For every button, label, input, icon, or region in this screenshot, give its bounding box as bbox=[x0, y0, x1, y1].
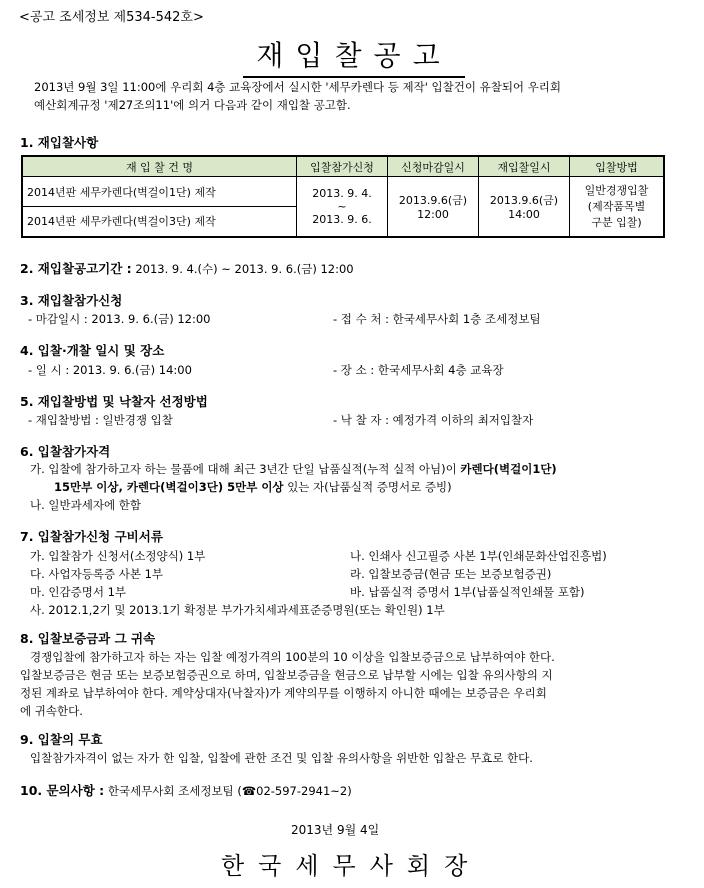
section-8-heading: 8. 입찰보증금과 그 귀속 bbox=[20, 631, 156, 646]
section-7-ra: 라. 입찰보증금(현금 또는 보증보험증권) bbox=[350, 567, 552, 581]
col-header-rebid: 재입찰일시 bbox=[479, 156, 570, 177]
section-7-da: 다. 사업자등록증 사본 1부 bbox=[30, 567, 164, 581]
deadline-time: 12:00 bbox=[417, 207, 449, 221]
section-2 bbox=[20, 259, 354, 277]
section-4-right: - 장 소 : 한국세무사회 4층 교육장 bbox=[333, 363, 504, 377]
table-row bbox=[22, 177, 664, 207]
section-3-right: - 접 수 처 : 한국세무사회 1층 조세정보팀 bbox=[333, 312, 541, 326]
section-4-left: - 일 시 : 2013. 9. 6.(금) 14:00 bbox=[28, 363, 192, 377]
rebid-time: 14:00 bbox=[508, 207, 540, 221]
section-6-na: 나. 일반과세자에 한함 bbox=[30, 498, 141, 512]
section-2-heading: 2. 재입찰공고기간 : bbox=[20, 261, 132, 276]
issue-date: 2013년 9월 4일 bbox=[291, 823, 380, 837]
intro-line-2: 예산회계규정 '제27조의11'에 의거 다음과 같이 재입찰 공고함. bbox=[34, 98, 351, 112]
section-8-line-1: 경쟁입찰에 참가하고자 하는 자는 입찰 예정가격의 100분의 10 이상을 입찰보증금으로 납부하여야 한다. bbox=[30, 650, 555, 664]
method-line-1: 일반경쟁입찰 bbox=[584, 184, 649, 198]
section-10-heading: 10. 문의사항 : bbox=[20, 783, 105, 798]
rebid-date: 2013.9.6(금) bbox=[489, 193, 559, 207]
section-5-heading: 5. 재입찰방법 및 낙찰자 선정방법 bbox=[20, 394, 208, 409]
section-2-value: 2013. 9. 4.(수) ~ 2013. 9. 6.(금) 12:00 bbox=[135, 262, 354, 276]
apply-end: 2013. 9. 6. bbox=[312, 212, 372, 226]
section-6-ga-line-2 bbox=[54, 479, 452, 495]
item-cell-2: 2014년판 세무카렌다(벽걸이3단) 제작 bbox=[22, 207, 297, 237]
deadline-date: 2013.9.6(금) bbox=[398, 193, 468, 207]
intro-paragraph bbox=[34, 78, 674, 114]
section-8-line-2: 입찰보증금은 현금 또는 보증보험증권으로 하며, 입찰보증금을 현금으로 납부할 시에는 입찰 유의사항의 지 bbox=[20, 668, 553, 682]
apply-period-cell bbox=[297, 177, 388, 237]
section-3-heading: 3. 재입찰참가신청 bbox=[20, 293, 123, 308]
apply-sep: ~ bbox=[337, 199, 347, 213]
section-7-sa: 사. 2012.1,2기 및 2013.1기 확정분 부가가치세과세표준증명원(또는 확인원) 1부 bbox=[30, 603, 445, 617]
section-7-heading: 7. 입찰참가신청 구비서류 bbox=[20, 529, 163, 544]
col-header-apply: 입찰참가신청 bbox=[297, 156, 388, 177]
method-cell bbox=[570, 177, 665, 237]
page-title: 재입찰공고 bbox=[243, 34, 465, 78]
section-10 bbox=[20, 781, 352, 799]
notice-reference: <공고 조세정보 제534-542호> bbox=[19, 10, 204, 25]
rebid-time-cell bbox=[479, 177, 570, 237]
section-4-heading: 4. 입찰·개찰 일시 및 장소 bbox=[20, 343, 165, 358]
section-3-left: - 마감일시 : 2013. 9. 6.(금) 12:00 bbox=[28, 312, 211, 326]
section-9-heading: 9. 입찰의 무효 bbox=[20, 732, 103, 747]
section-10-value: 한국세무사회 조세정보팀 (☎02-597-2941~2) bbox=[107, 784, 352, 798]
section-6-ga-text: 가. 입찰에 참가하고자 하는 물품에 대해 최근 3년간 단일 납품실적(누적 실적 아님)이 bbox=[30, 462, 461, 476]
section-1-heading: 1. 재입찰사항 bbox=[20, 135, 99, 150]
section-6-heading: 6. 입찰참가자격 bbox=[20, 444, 111, 459]
section-7-ma: 마. 인감증명서 1부 bbox=[30, 585, 127, 599]
issuer-name: 한국세무사회장 bbox=[221, 852, 482, 880]
apply-start: 2013. 9. 4. bbox=[312, 186, 372, 200]
section-8-body bbox=[20, 648, 688, 720]
table-header-row bbox=[22, 156, 664, 177]
section-5-right: - 낙 찰 자 : 예정가격 이하의 최저입찰자 bbox=[333, 413, 534, 427]
section-7-ba: 바. 납품실적 증명서 1부(납품실적인쇄물 포함) bbox=[350, 585, 585, 599]
section-6-ga-bold-2: 15만부 이상, 카렌다(벽걸이3단) 5만부 이상 bbox=[54, 480, 284, 494]
item-cell-1: 2014년판 세무카렌다(벽걸이1단) 제작 bbox=[22, 177, 297, 207]
section-6-ga-text-2: 있는 자(납품실적 증명서로 증빙) bbox=[283, 480, 452, 494]
section-5-left: - 재입찰방법 : 일반경쟁 입찰 bbox=[28, 413, 173, 427]
section-9-line-1: 입찰참가자격이 없는 자가 한 입찰, 입찰에 관한 조건 및 입찰 유의사항을 위반한 입찰은 무효로 한다. bbox=[30, 751, 533, 765]
section-7-na: 나. 인쇄사 신고필증 사본 1부(인쇄문화산업진흥법) bbox=[350, 549, 607, 563]
section-7-ga: 가. 입찰참가 신청서(소정양식) 1부 bbox=[30, 549, 206, 563]
deadline-cell bbox=[388, 177, 479, 237]
col-header-method: 입찰방법 bbox=[570, 156, 665, 177]
section-8-line-3: 정된 계좌로 납부하여야 한다. 계약상대자(낙찰자)가 계약의무를 이행하지 아니한 때에는 보증금은 우리회 bbox=[20, 686, 547, 700]
section-8-line-4: 에 귀속한다. bbox=[20, 704, 83, 718]
section-6-ga-line-1 bbox=[30, 461, 557, 477]
intro-line-1: 2013년 9월 3일 11:00에 우리회 4층 교육장에서 실시한 '세무카렌다 등 제작' 입찰건이 유찰되어 우리회 bbox=[34, 80, 562, 94]
method-line-3: 구분 입찰) bbox=[591, 216, 642, 230]
col-header-item: 재 입 찰 건 명 bbox=[22, 156, 297, 177]
method-line-2: (제작품목별 bbox=[587, 200, 646, 214]
rebid-items-table bbox=[21, 155, 665, 238]
col-header-deadline: 신청마감일시 bbox=[388, 156, 479, 177]
section-6-ga-bold: 카렌다(벽걸이1단) bbox=[460, 462, 557, 476]
